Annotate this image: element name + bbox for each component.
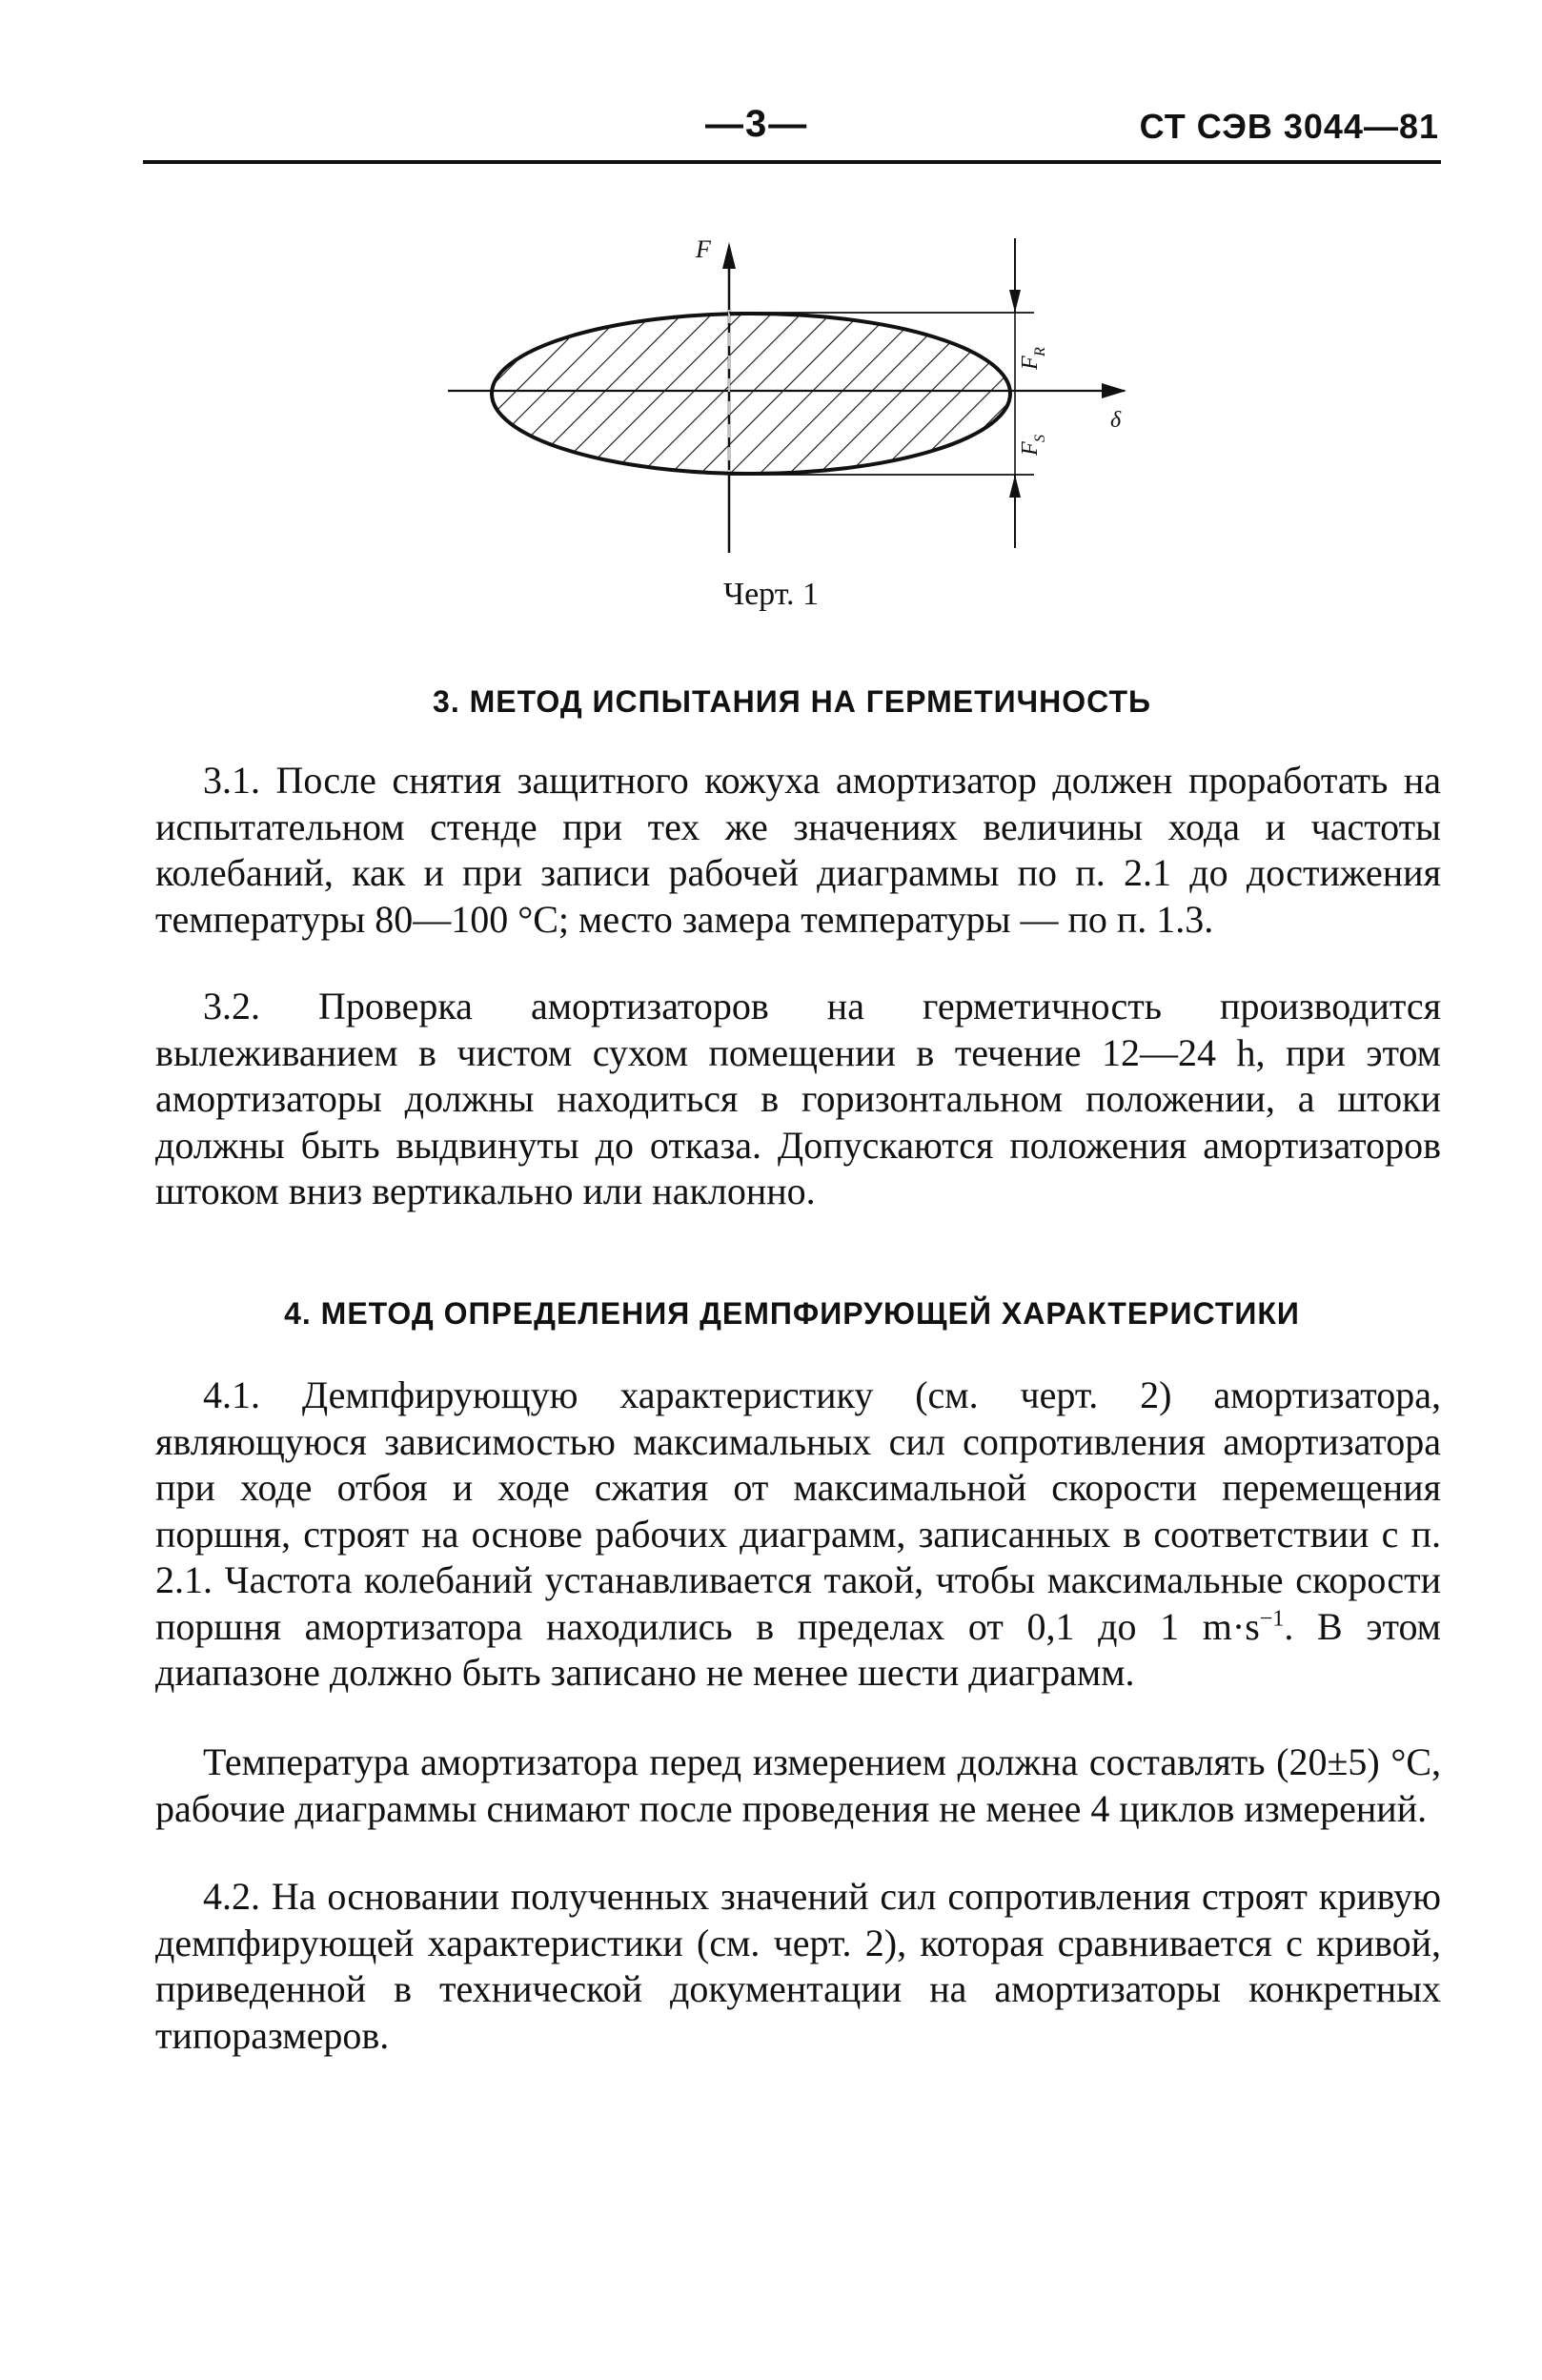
compression-force-letter: F	[1018, 441, 1043, 456]
section-3-heading: 3. МЕТОД ИСПЫТАНИЯ НА ГЕРМЕТИЧНОСТЬ	[433, 684, 1151, 719]
dimension-arrow-bottom	[1009, 475, 1021, 498]
figure-1-caption: Черт. 1	[722, 577, 820, 612]
force-axis-label: F	[696, 235, 711, 263]
dimension-arrow-top	[1009, 290, 1021, 313]
paragraph-4-1-tail: . В этом диапазоне должно быть записано не менее шести диаграмм.	[155, 1604, 1441, 1694]
force-axis-arrow	[722, 242, 736, 269]
compression-force-subscript: S	[1032, 435, 1048, 442]
rebound-force-letter: F	[1018, 356, 1043, 370]
paragraph-3-1: 3.1. После снятия защитного кожуха амортизатор должен проработать на испытательном стенде при тех же значениях величины хода и частоты колебаний, как и при записи рабочей диаграммы по п. 2.1 до достижения температуры 80—100 °С; место замера температуры — по п. 1.3.	[155, 759, 1441, 941]
paragraph-4-1	[155, 1373, 1441, 1697]
section-4-heading: 4. МЕТОД ОПРЕДЕЛЕНИЯ ДЕМПФИРУЮЩЕЙ ХАРАКТЕРИСТИКИ	[284, 1296, 1300, 1331]
compression-force-label	[1018, 435, 1048, 457]
rebound-force-subscript: R	[1032, 347, 1048, 356]
work-diagram-svg	[400, 210, 1182, 562]
displacement-axis-arrow	[1102, 383, 1126, 398]
page-header	[143, 103, 1439, 160]
header-rule	[143, 160, 1441, 164]
figure-1-diagram	[400, 210, 1182, 562]
standard-code: СТ СЭВ 3044—81	[1139, 107, 1439, 146]
page-number: —3—	[705, 103, 809, 145]
paragraph-4-1-text: 4.1. Демпфирующую характеристику (см. черт. 2) амортизатора, являющуюся зависимостью максимальных сил сопротивления амортизатора при ходе отбоя и ходе сжатия от максимальной скорости перемещения поршня, строят на основе рабочих диаграмм, записанных в соответствии с п. 2.1. Частота колебаний устанавливается такой, чтобы максимальные скорости поршня амортизатора находились в пределах от 0,1 до 1 m·s	[155, 1373, 1441, 1648]
paragraph-4-1-exponent: −1	[1259, 1606, 1285, 1632]
paragraph-4-2: 4.2. На основании полученных значений сил сопротивления строят кривую демпфирующей характеристики (см. черт. 2), которая сравнивается с кривой, приведенной в технической документации на амортизаторы конкретных типоразмеров.	[155, 1875, 1441, 2057]
rebound-force-label	[1018, 347, 1048, 371]
paragraph-4-1-cont: Температура амортизатора перед измерением должна составлять (20±5) °С, рабочие диаграммы снимают после проведения не менее 4 циклов измерений.	[155, 1740, 1441, 1830]
displacement-axis-label: δ	[1110, 408, 1122, 433]
paragraph-3-2: 3.2. Проверка амортизаторов на герметичность производится вылеживанием в чистом сухом помещении в течение 12—24 h, при этом амортизаторы должны находиться в горизонтальном положении, а штоки должны быть выдвинуты до отказа. Допускаются положения амортизаторов штоком вниз вертикально или наклонно.	[155, 985, 1441, 1212]
